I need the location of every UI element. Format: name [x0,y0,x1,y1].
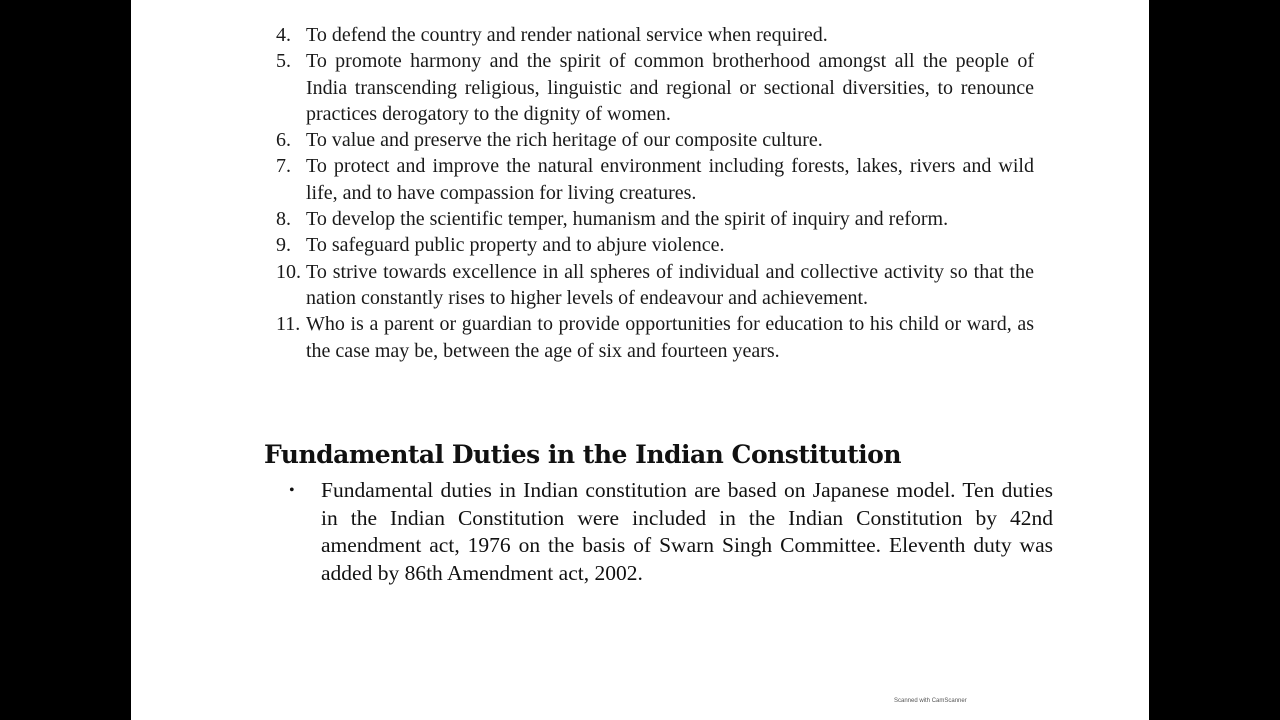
item-text: To strive towards excellence in all spheres of individual and collective activity so that the nation constantly rises to higher levels of endeavour and achievement. [306,260,1034,309]
list-item [276,206,1034,232]
list-item [276,22,1034,48]
item-text: To safeguard public property and to abjure violence. [306,234,725,257]
bullet-text: Fundamental duties in Indian constitution are based on Japanese model. Ten duties in the Indian Constitution were included in the Indian Constitution by 42nd amendment act, 1976 on the basis of Swarn Singh Committee. Eleventh duty was added by 86th Amendment act, 2002. [321,478,1053,585]
list-item [276,232,1034,258]
item-number: 11. [276,313,301,336]
item-text: To defend the country and render national service when required. [306,24,828,46]
bullet-icon: • [289,482,295,499]
item-number: 8. [276,208,291,231]
list-item [276,259,1034,312]
item-text: To value and preserve the rich heritage of our composite culture. [306,129,823,152]
scanner-watermark: Scanned with CamScanner [894,698,967,704]
item-number: 7. [276,155,291,178]
item-text: To promote harmony and the spirit of common brotherhood amongst all the people of India transcending religious, linguistic and regional or sectional diversities, to renounce practices derogatory to the dignity of women. [306,50,1034,125]
item-number: 6. [276,129,291,152]
duties-list [276,22,1034,364]
section-heading: Fundamental Duties in the Indian Constitution [264,440,902,469]
list-item [276,48,1034,127]
document-page [131,0,1149,720]
item-text: To develop the scientific temper, humanism and the spirit of inquiry and reform. [306,208,949,231]
item-number: 10. [276,260,301,283]
list-item [276,311,1034,364]
bullet-item [289,477,1053,587]
item-number: 5. [276,50,291,73]
item-number: 9. [276,234,291,257]
item-number: 4. [276,24,291,46]
item-text: To protect and improve the natural environment including forests, lakes, rivers and wild life, and to have compassion for living creatures. [306,155,1034,204]
list-item [276,127,1034,153]
item-text: Who is a parent or guardian to provide opportunities for education to his child or ward, as the case may be, between the age of six and fourteen years. [306,313,1034,362]
list-item [276,153,1034,206]
